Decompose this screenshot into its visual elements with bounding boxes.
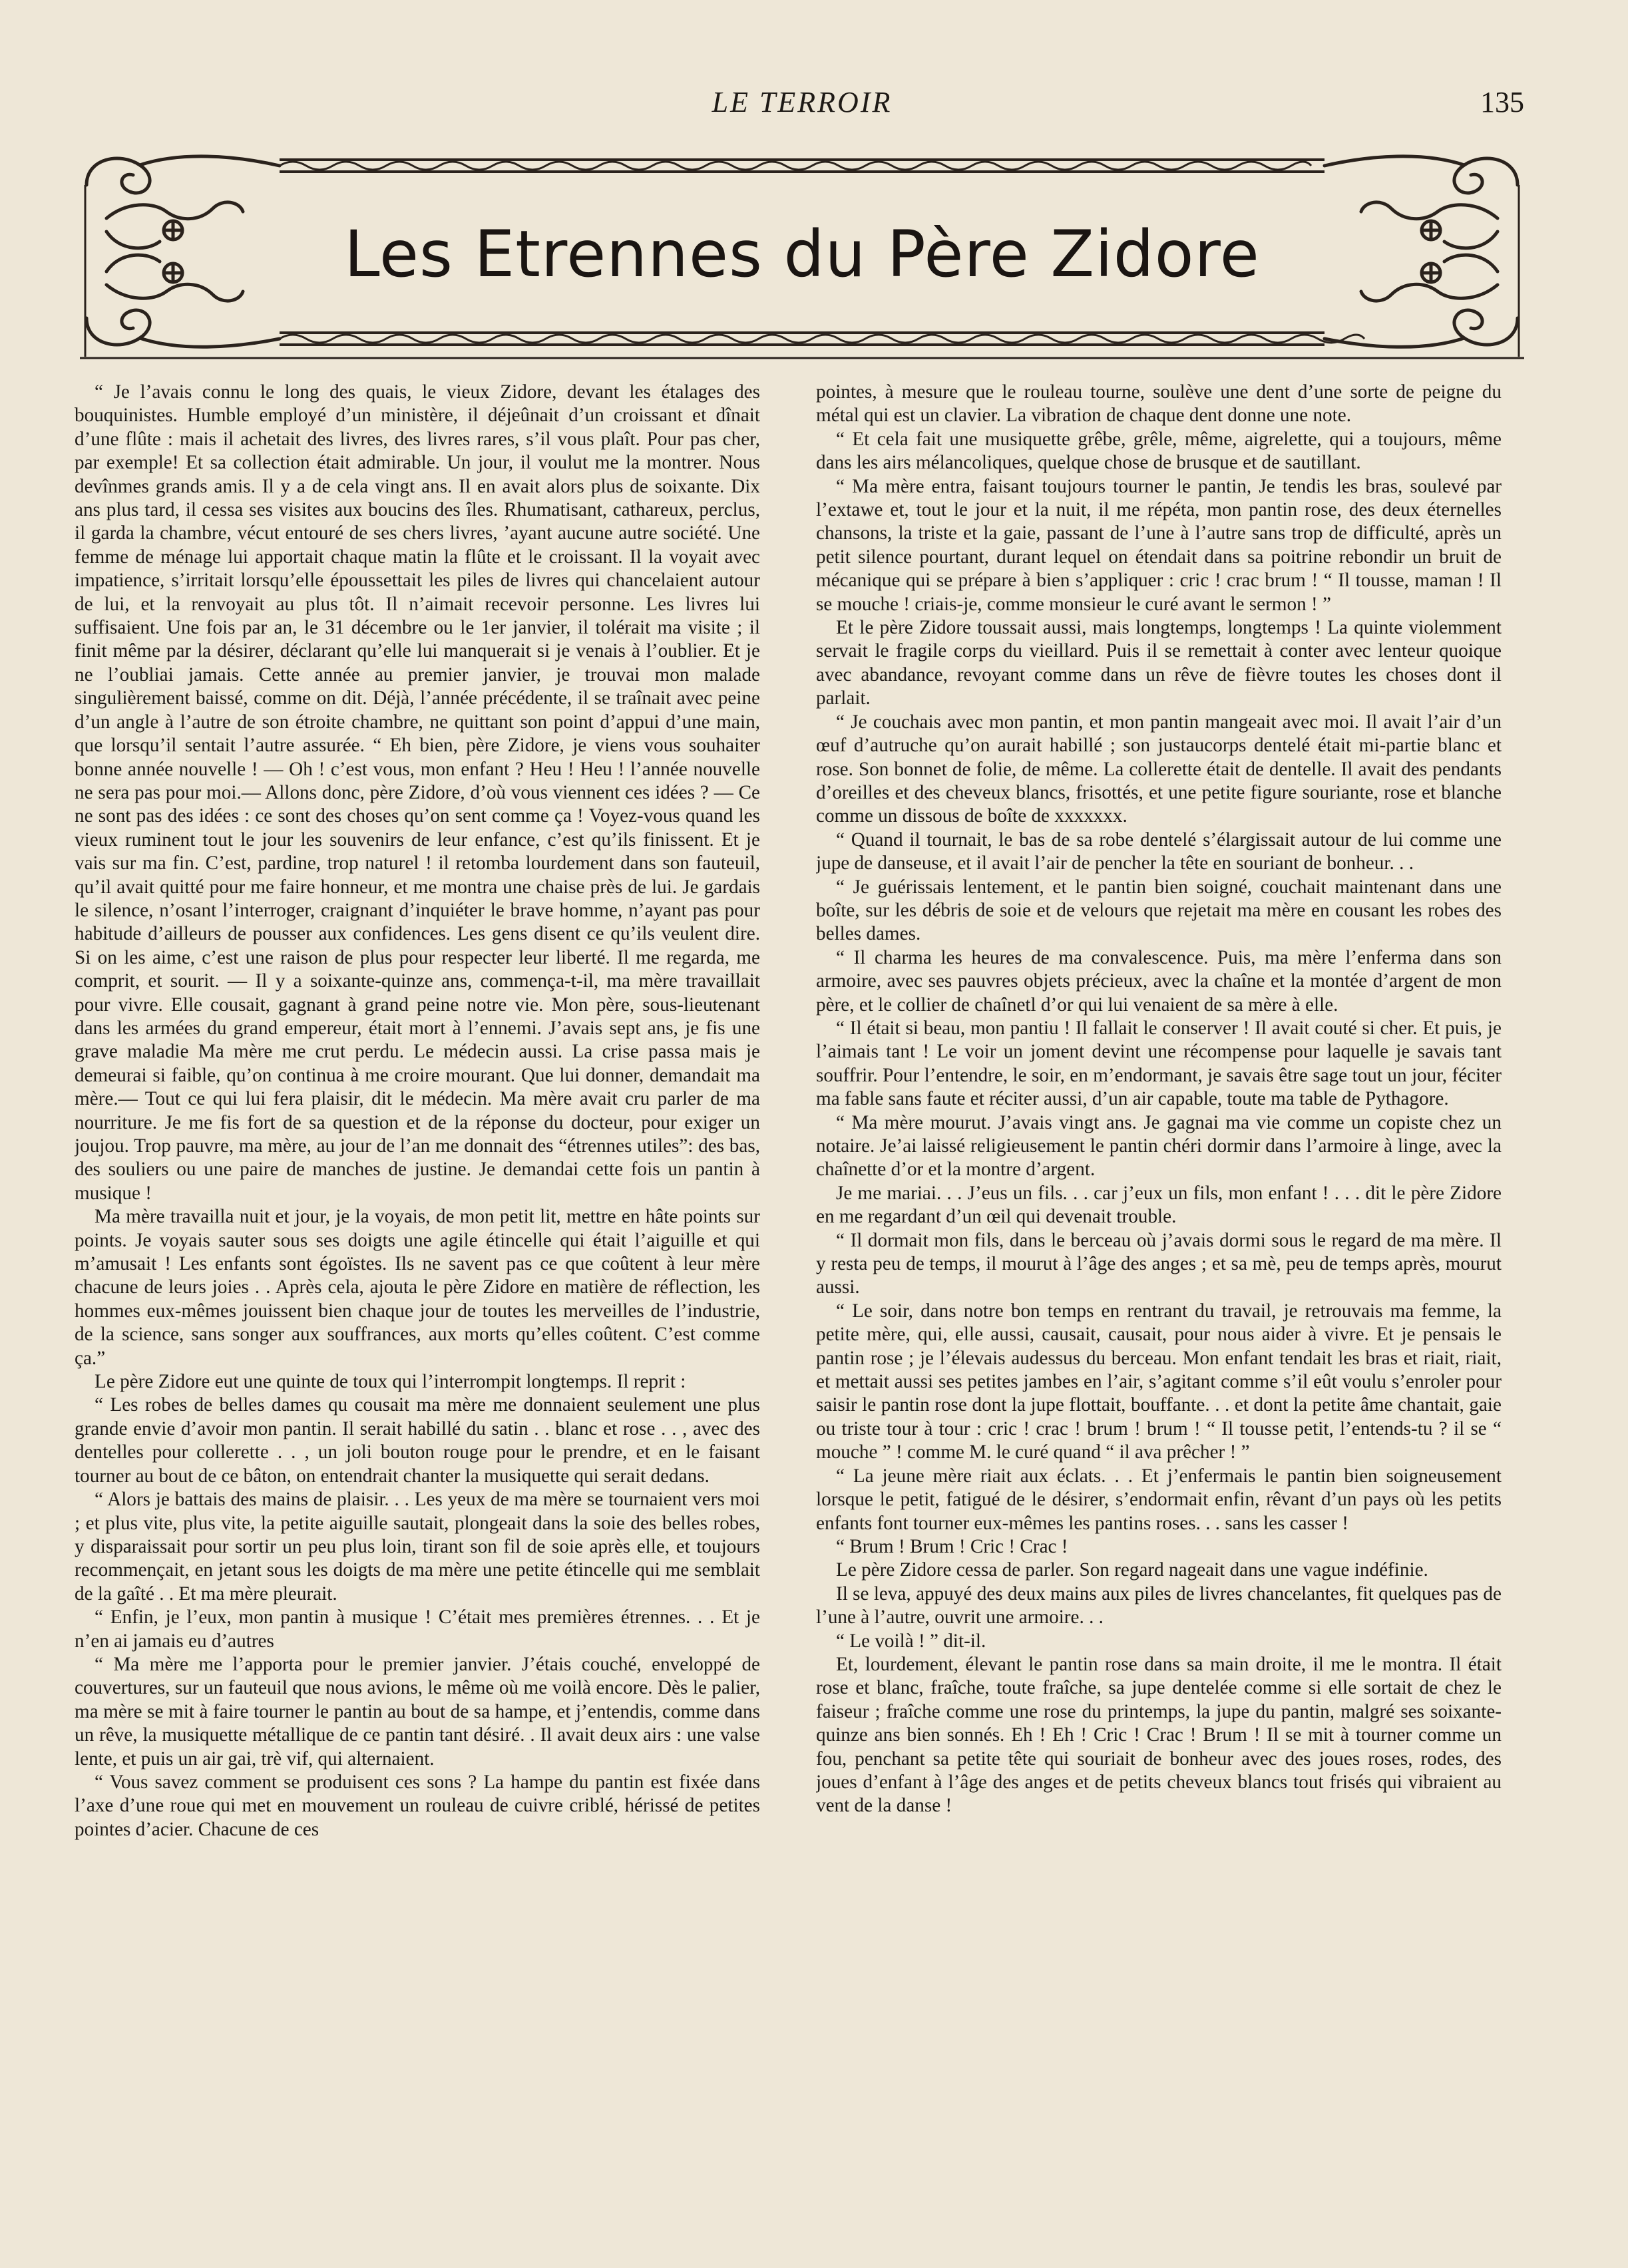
page-number: 135 [1480, 86, 1524, 118]
paragraph: “ Il charma les heures de ma convalescence. Puis, ma mère l’enferma dans son armoire, avec ses pauvres objets précieux, avec la chaîne et la montée d’argent de mon père, et le collier de chaînetl d’or qui lui venaient de sa mère à elle. [816, 946, 1502, 1016]
paragraph: Je me mariai. . . J’eus un fils. . . car j’eux un fils, mon enfant ! . . . dit le père Zidore en me regardant d’un œil qui devenait trouble. [816, 1182, 1502, 1228]
paragraph: “ La jeune mère riait aux éclats. . . Et j’enfermais le pantin bien soigneusement lorsque le petit, fatigué de le désirer, s’endormait enfin, rêvant d’un pays où les petits enfants font tourner eux-mêmes les pantins roses. . . sans les casser ! [816, 1465, 1502, 1534]
paragraph: Il se leva, appuyé des deux mains aux piles de livres chancelantes, fit quelques pas de l’une à l’autre, ouvrit une armoire. . . [816, 1583, 1502, 1628]
paragraph: “ Brum ! Brum ! Cric ! Crac ! [836, 1535, 1068, 1557]
paragraph: Ma mère travailla nuit et jour, je la voyais, de mon petit lit, mettre en hâte points sur points. Je voyais sauter sous ses doigts une agile étincelle qui était l’aiguille et qui m’amusait ! Les enfants sont égoïstes. Ils ne savent pas ce que coûtent à leur mère chacune de leurs joies . . Après cela, ajouta le père Zidore en matière de réflection, les hommes eux-mêmes jouissent bien chaque jour de toutes les merveilles de l’industrie, de la science, sans songer aux souffrances, aux morts qu’elles coûtent. C’est comme ça.” [75, 1206, 760, 1369]
paragraph: “ Les robes de belles dames qu cousait ma mère me donnaient seulement une plus grande envie d’avoir mon pantin. Il serait habillé du satin . . blanc et rose . . , avec des dentelles pour collerette . . , un joli bouton rouge pour le prendre, et en le faisant tourner au bout de ce bâton, on entendrait chanter la musiquette qui serait dedans. [75, 1394, 760, 1487]
paragraph: “ Vous savez comment se produisent ces sons ? La hampe du pantin est fixée dans l’axe d’une roue qui met en mouvement un rouleau de cuivre criblé, hérissé de petites pointes d’acier. Chacune de ces [75, 1771, 760, 1840]
article-title: Les Etrennes du Père Zidore [344, 217, 1260, 291]
paragraph: “ Et cela fait une musiquette grêbe, grêle, même, aigrelette, qui a toujours, même dans les airs mélancoliques, quelque chose de brusque et de sautillant. [816, 428, 1502, 474]
paragraph: “ Je l’avais connu le long des quais, le vieux Zidore, devant les étalages des bouquinistes. Humble employé d’un ministère, il déjeûnait d’un croissant et dînait d’une flûte : mais il achetait des livres, des livres rares, s’il vous plaît. Pour pas cher, par exemple! Et sa collection était admirable. Un jour, il voulut me la montrer. Nous devînmes grands amis. Il y a de cela vingt ans. Il en avait alors plus de soixante. Dix ans plus tard, il cessa ses visites aux boucins des îles. Rhumatisant, cathareux, perclus, il garda la chambre, vécut entouré de ses chers livres, ’ayant aucune autre société. Une femme de ménage lui apportait chaque matin la flûte et le croissant. Il la voyait avec impatience, s’irritait lorsqu’elle époussettait les piles de livres qui chancelaient autour de lui, et la renvoyait au plus tôt. Il n’aimait recevoir personne. Les livres lui suffisaient. Une fois par an, le 31 décembre ou le 1er janvier, il tolérait ma visite ; il finit même par la désirer, déclarant qu’elle lui manquerait si je venais à l’oublier. Et je ne l’oubliai jamais. Cette année au premier janvier, je trouvai mon malade singulièrement baissé, comme on dit. Déjà, l’année précédente, il se traînait avec peine d’un angle à l’autre de son étroite chambre, ne quittant son point d’appui d’une main, que lorsqu’il sentait l’autre assurée. “ Eh bien, père Zidore, je viens vous souhaiter bonne année nouvelle ! — Oh ! c’est vous, mon enfant ? Heu ! Heu ! l’année nouvelle ne sera pas pour moi.— Allons donc, père Zidore, d’où vous viennent ces idées ? — Ce ne sont pas des idées : ce sont des choses qu’on sent comme ça ! Voyez-vous quand les vieux ruminent tout le jour les souvenirs de leur enfance, c’est qu’ils finissent. Et je vais sur ma fin. C’est, pardine, trop naturel ! il retomba lourdement dans son fauteuil, qu’il avait quitté pour me faire honneur, et me montra une chaise près de lui. Je gardais le silence, n’osant l’interroger, craignant d’inquiéter le brave homme, n’ayant pas pour habitude d’ailleurs de pousser aux confidences. Les gens disent ce qu’ils veulent dire. Si on les aime, c’est une raison de plus pour respecter leur liberté. Il me regarda, me comprit, et sourit. — Il y a soixante-quinze ans, commença-t-il, ma mère travaillait pour vivre. Elle cousait, gagnant à grand peine notre vie. Mon père, sous-lieutenant dans les armées du grand empereur, était mort à l’ennemi. J’avais sept ans, je fis une grave maladie Ma mère me crut perdu. Le médecin aussi. La crise passa mais je demeurai si faible, qu’on continua à me croire mourant. Que lui donner, demandait ma mère.— Tout ce qui lui fera plaisir, dit le médecin. Ma mère avait cru parler de ma nourriture. Je me fis fort de sa question et de la réponse du docteur, pour exiger un joujou. Trop pauvre, ma mère, au jour de l’an me donnait des “étrennes utiles”: des bas, des souliers ou une paire de manches de justine. Je demandai cette fois un pantin à musique ! [75, 381, 760, 1204]
journal-title: LE TERROIR [712, 86, 893, 118]
paragraph: “ Alors je battais des mains de plaisir. . . Les yeux de ma mère se tournaient vers moi ; et plus vite, plus vite, la petite aiguille sautait, plongeait dans la soie des belles robes, y disparaissait pour sortir un peu plus loin, tirant son fil de soie après elle, et toujours recommençait, en jetant sous les doigts de ma mère une petite étincelle qui me semblait de la gaîté . . Et ma mère pleurait. [75, 1489, 760, 1605]
left-column [75, 381, 760, 2177]
paragraph: “ Le voilà ! ” dit-il. [836, 1630, 986, 1652]
right-column [816, 381, 1502, 2177]
title-frame [80, 145, 1524, 359]
paragraph: “ Ma mère entra, faisant toujours tourner le pantin, Je tendis les bras, soulevé par l’extawe et, tout le jour et la nuit, il me répéta, mon pantin rose, des deux éternelles chansons, la triste et la gaie, passant de l’une à l’autre sans trop de difficulté, après un petit silence pourtant, durant lequel on étendait dans sa poitrine rebondir un bruit de mécanique qui se prépare à bien s’appliquer : cric ! crac brum ! “ Il tousse, maman ! Il se mouche ! criais-je, comme monsieur le curé avant le sermon ! ” [816, 475, 1502, 615]
paragraph: “ Enfin, je l’eux, mon pantin à musique ! C’était mes premières étrennes. . . Et je n’en ai jamais eu d’autres [75, 1606, 760, 1652]
paragraph: “ Ma mère mourut. J’avais vingt ans. Je gagnai ma vie comme un copiste chez un notaire. Je’ai laissé religieusement le pantin chéri dormir dans l’armoire à linge, avec la chaînette d’or et la montre d’argent. [816, 1111, 1502, 1181]
paragraph: “ Ma mère me l’apporta pour le premier janvier. J’étais couché, enveloppé de couvertures, sur un fauteuil que nous avions, le même où me voilà encore. Dès le palier, ma mère se mit à faire tourner le pantin au bout de sa hampe, et j’entendis, comme dans un rêve, la musiquette métallique de ce pantin tant désiré. . Il avait deux airs : une valse lente, et puis un air gai, trè vif, qui alternaient. [75, 1653, 760, 1770]
paragraph: Le père Zidore cessa de parler. Son regard nageait dans une vague indéfinie. [836, 1559, 1428, 1581]
paragraph: Le père Zidore eut une quinte de toux qui l’interrompit longtemps. Il reprit : [95, 1371, 686, 1393]
paragraph: “ Quand il tournait, le bas de sa robe dentelé s’élargissait autour de lui comme une jupe de danseuse, et il avait l’air de pencher la tête en souriant de bonheur. . . [816, 829, 1502, 874]
paragraph: “ Il dormait mon fils, dans le berceau où j’avais dormi sous le regard de ma mère. Il y resta peu de temps, il mourut à l’âge des anges ; et sa mè, peu de temps après, mourut aussi. [816, 1229, 1502, 1298]
paragraph: “ Le soir, dans notre bon temps en rentrant du travail, je retrouvais ma femme, la petite mère, qui, elle aussi, causait, causait, pour nous aider à vivre. Et je pensais le pantin rose ; je l’élevais audessus du berceau. Mon enfant tendait les bras et riait, riait, et mettait aussi ses petites jambes en l’air, s’agitant comme s’il eût voulu s’enroler pour saisir le pantin rose dont la jupe flottait, bouffante. . . et dont la petite âme chantait, gaie ou triste tour à tour : cric ! crac ! brum ! brum ! “ Il tousse petit, l’entends-tu ? il se “ mouche ” ! comme M. le curé quand “ il ava prêcher ! ” [816, 1300, 1502, 1463]
paragraph: pointes, à mesure que le rouleau tourne, soulève une dent d’une sorte de peigne du métal qui est un clavier. La vibration de chaque dent donne une note. [816, 381, 1502, 427]
paragraph: “ Je guérissais lentement, et le pantin bien soigné, couchait maintenant dans une boîte, sur les débris de soie et de velours que rejetait ma mère en cousant les robes des belles dames. [816, 876, 1502, 945]
running-head [80, 85, 1524, 125]
paragraph: “ Il était si beau, mon pantiu ! Il fallait le conserver ! Il avait couté si cher. Et puis, je l’aimais tant ! Le voir un joment devint une récompense pour laquelle je savais tant souffrir. Pour l’entendre, le soir, en m’endormant, je savais être sage tout un jour, féciter ma fable sans faute et réciter aussi, d’un air capable, toute ma table de Pythagore. [816, 1017, 1502, 1110]
paragraph: “ Je couchais avec mon pantin, et mon pantin mangeait avec moi. Il avait l’air d’un œuf d’autruche qu’on aurait habillé ; son justaucorps dentelé était mi-partie blanc et rose. Son bonnet de folie, de même. La collerette était de dentelle. Il avait des pendants d’oreilles et des cheveux blancs, frisottés, et une petite figure souriante, rose et blanche comme un dissous de boîte de xxxxxxx. [816, 711, 1502, 827]
paragraph: Et le père Zidore toussait aussi, mais longtemps, longtemps ! La quinte violemment servait le fragile corps du vieillard. Puis il se remettait à conter avec lenteur quoique avec abandance, revoyant comme dans un rêve de fièvre toutes les choses dont il parlait. [816, 617, 1502, 709]
paragraph: Et, lourdement, élevant le pantin rose dans sa main droite, il me le montra. Il était rose et blanc, fraîche, toute fraîche, sa jupe dentelée comme si elle sortait de chez le faiseur ; fraîche comme une rose du printemps, la jupe du pantin, malgré ses soixante-quinze ans bien sonnés. Eh ! Eh ! Cric ! Crac ! Brum ! Il se mit à tourner comme un fou, penchant sa petite tête qui souriait de bonheur avec des joues roses, rodes, des joues d’enfant à l’âge des anges et de petits cheveux blancs tout frisés qui vibraient au vent de la danse ! [816, 1653, 1502, 1817]
